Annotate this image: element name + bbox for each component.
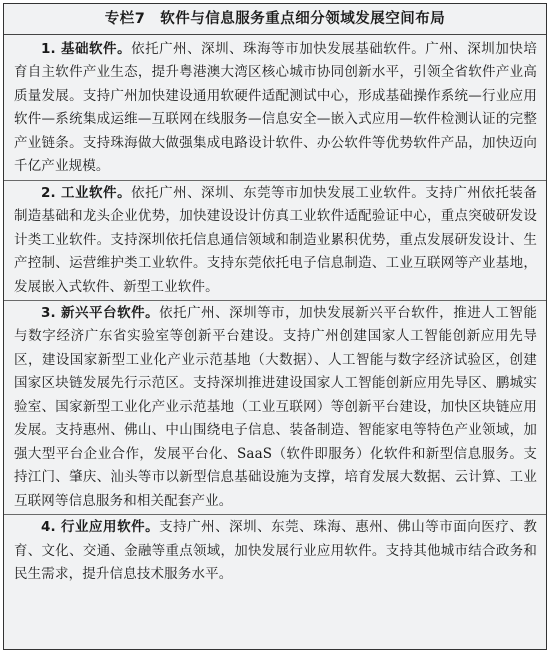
- section-application-software: [14, 516, 537, 586]
- section-basic-software: [14, 38, 537, 179]
- section-heading: 2. 工业软件。: [41, 184, 132, 201]
- column-box: [3, 3, 547, 650]
- section-heading: 1. 基础软件。: [41, 41, 132, 57]
- box-title: 专栏7 软件与信息服务重点细分领域发展空间布局: [104, 11, 446, 27]
- section-body: 依托广州、深圳、东莞等市加快发展工业软件。支持广州依托装备制造基础和龙头企业优势，加快建设设计仿真工业软件适配验证中心，重点突破研发设计类工业软件。支持深圳依托信息通信领域和制造业累积优势，重点发展研发设计、生产控制、运营维护类工业软件。支持东莞依托电子信息制造、工业互联网等产业基地，发展嵌入式软件、新型工业软件。: [14, 184, 537, 295]
- box-content: [4, 35, 546, 586]
- section-body: 支持广州、深圳、东莞、珠海、惠州、佛山等市面向医疗、教育、文化、交通、金融等重点领域，加快发展行业应用软件。支持其他城市结合政务和民生需求，提升信息技术服务水平。: [14, 519, 537, 582]
- section-heading: 4. 行业应用软件。: [41, 519, 160, 536]
- section-divider: [4, 300, 546, 301]
- section-heading: 3. 新兴平台软件。: [41, 304, 160, 321]
- section-industrial-software: [14, 182, 537, 299]
- section-platform-software: [14, 302, 537, 513]
- section-divider: [4, 514, 546, 515]
- section-body: 依托广州、深圳、珠海等市加快发展基础软件。广州、深圳加快培育自主软件产业生态，提升粤港澳大湾区核心城市协同创新水平，引领全省软件产业高质量发展。支持广州加快建设通用软硬件适配测试中心，形成基础操作系统—行业应用软件—系统集成运维—互联网在线服务—信息安全—嵌入式应用—软件检测认证的完整产业链条。支持珠海做大做强集成电路设计软件、办公软件等优势软件产品，加快迈向千亿产业规模。: [14, 41, 537, 175]
- section-body: 依托广州、深圳等市，加快发展新兴平台软件，推进人工智能与数字经济广东省实验室等创新平台建设。支持广州创建国家人工智能创新应用先导区，建设国家新型工业化产业示范基地（大数据）、人工智能与数字经济试验区，创建国家区块链发展先行示范区。支持深圳推进建设国家人工智能创新应用先导区、鹏城实验室、国家新型工业化产业示范基地（工业互联网）等创新平台建设，加快区块链应用发展。支持惠州、佛山、中山围绕电子信息、装备制造、智能家电等特色产业领域，加强大型平台企业合作，发展平台化、SaaS（软件即服务）化软件和新型信息服务。支持江门、肇庆、汕头等市以新型信息基础设施为支撑，培育发展大数据、云计算、工业互联网等信息服务和相关配套产业。: [14, 304, 537, 509]
- section-divider: [4, 180, 546, 181]
